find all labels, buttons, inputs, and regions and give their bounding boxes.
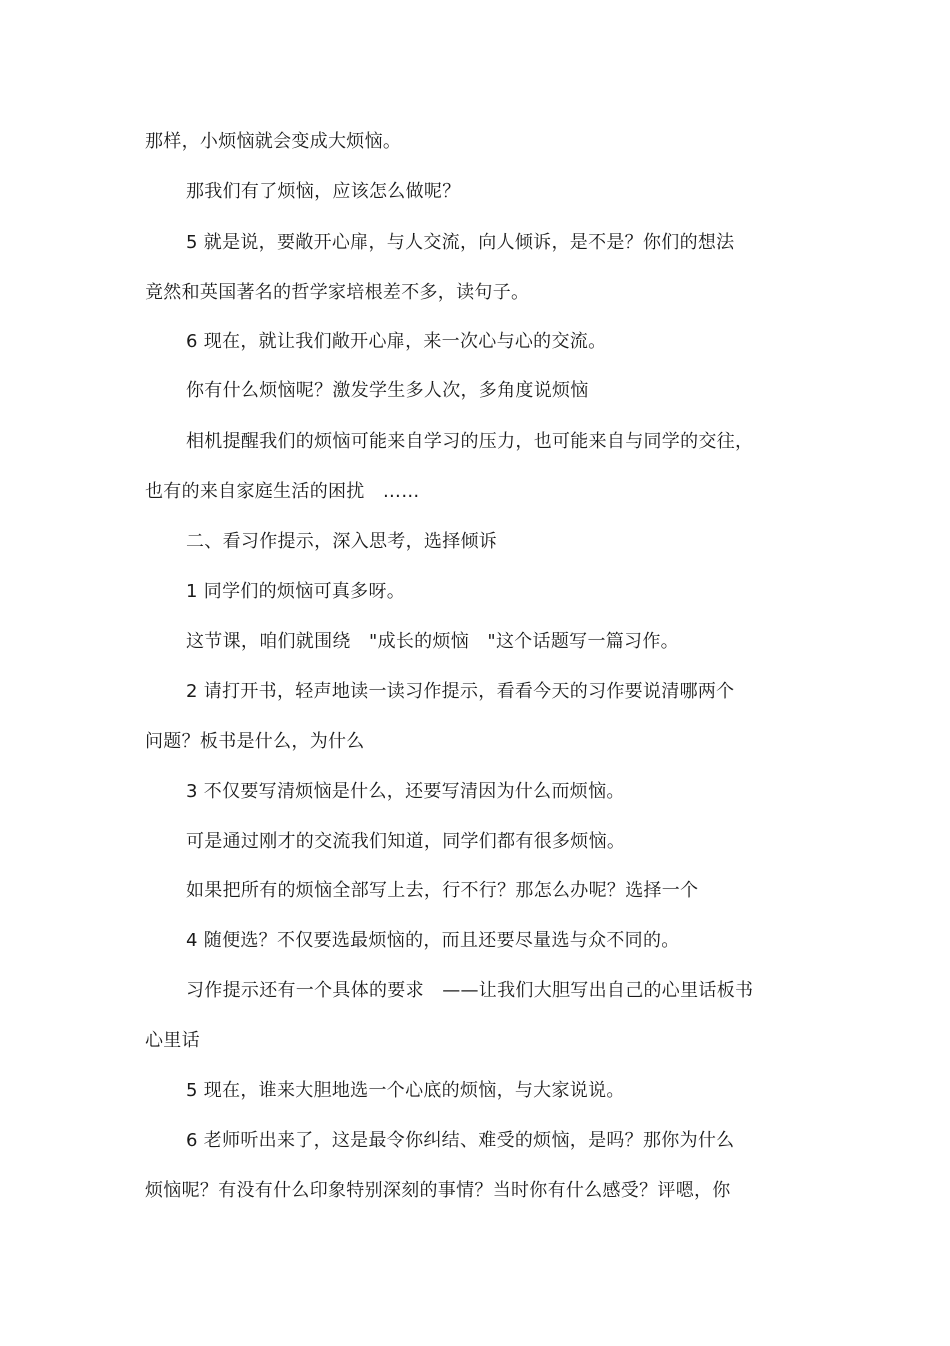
section-heading: 二、看习作提示，深入思考，选择倾诉 <box>186 531 498 552</box>
text-line: 1 同学们的烦恼可真多呀。 <box>186 581 406 602</box>
text-line: 6 老师听出来了，这是最令你纠结、难受的烦恼，是吗？那你为什么 <box>186 1130 735 1151</box>
text-line: 那我们有了烦恼，应该怎么做呢？ <box>186 181 461 202</box>
text-line: 这节课，咱们就围绕 "成长的烦恼 "这个话题写一篇习作。 <box>186 631 679 652</box>
text-line: 烦恼呢？有没有什么印象特别深刻的事情？当时你有什么感受？评嗯，你 <box>145 1180 731 1201</box>
text-line: 5 就是说，要敞开心扉，与人交流，向人倾诉，是不是？你们的想法 <box>186 232 735 253</box>
text-line: 3 不仅要写清烦恼是什么，还要写清因为什么而烦恼。 <box>186 781 625 802</box>
text-line: 可是通过刚才的交流我们知道，同学们都有很多烦恼。 <box>186 831 626 852</box>
text-line: 你有什么烦恼呢？激发学生多人次，多角度说烦恼 <box>186 380 589 401</box>
text-line: 5 现在，谁来大胆地选一个心底的烦恼，与大家说说。 <box>186 1080 625 1101</box>
text-line: 6 现在，就让我们敞开心扉，来一次心与心的交流。 <box>186 331 607 352</box>
text-line: 2 请打开书，轻声地读一读习作提示，看看今天的习作要说清哪两个 <box>186 681 735 702</box>
text-line: 心里话 <box>145 1030 200 1051</box>
text-line: 习作提示还有一个具体的要求 ——让我们大胆写出自己的心里话板书 <box>186 980 754 1001</box>
text-line: 也有的来自家庭生活的困扰 …… <box>145 481 420 502</box>
text-line: 问题？板书是什么，为什么 <box>145 731 365 752</box>
text-line: 如果把所有的烦恼全部写上去，行不行？那怎么办呢？选择一个 <box>186 880 699 901</box>
text-line: 相机提醒我们的烦恼可能来自学习的压力，也可能来自与同学的交往， <box>186 431 754 452</box>
text-line: 4 随便选？不仅要选最烦恼的，而且还要尽量选与众不同的。 <box>186 930 680 951</box>
text-line: 那样，小烦恼就会变成大烦恼。 <box>145 131 402 152</box>
text-line: 竟然和英国著名的哲学家培根差不多，读句子。 <box>145 282 530 303</box>
